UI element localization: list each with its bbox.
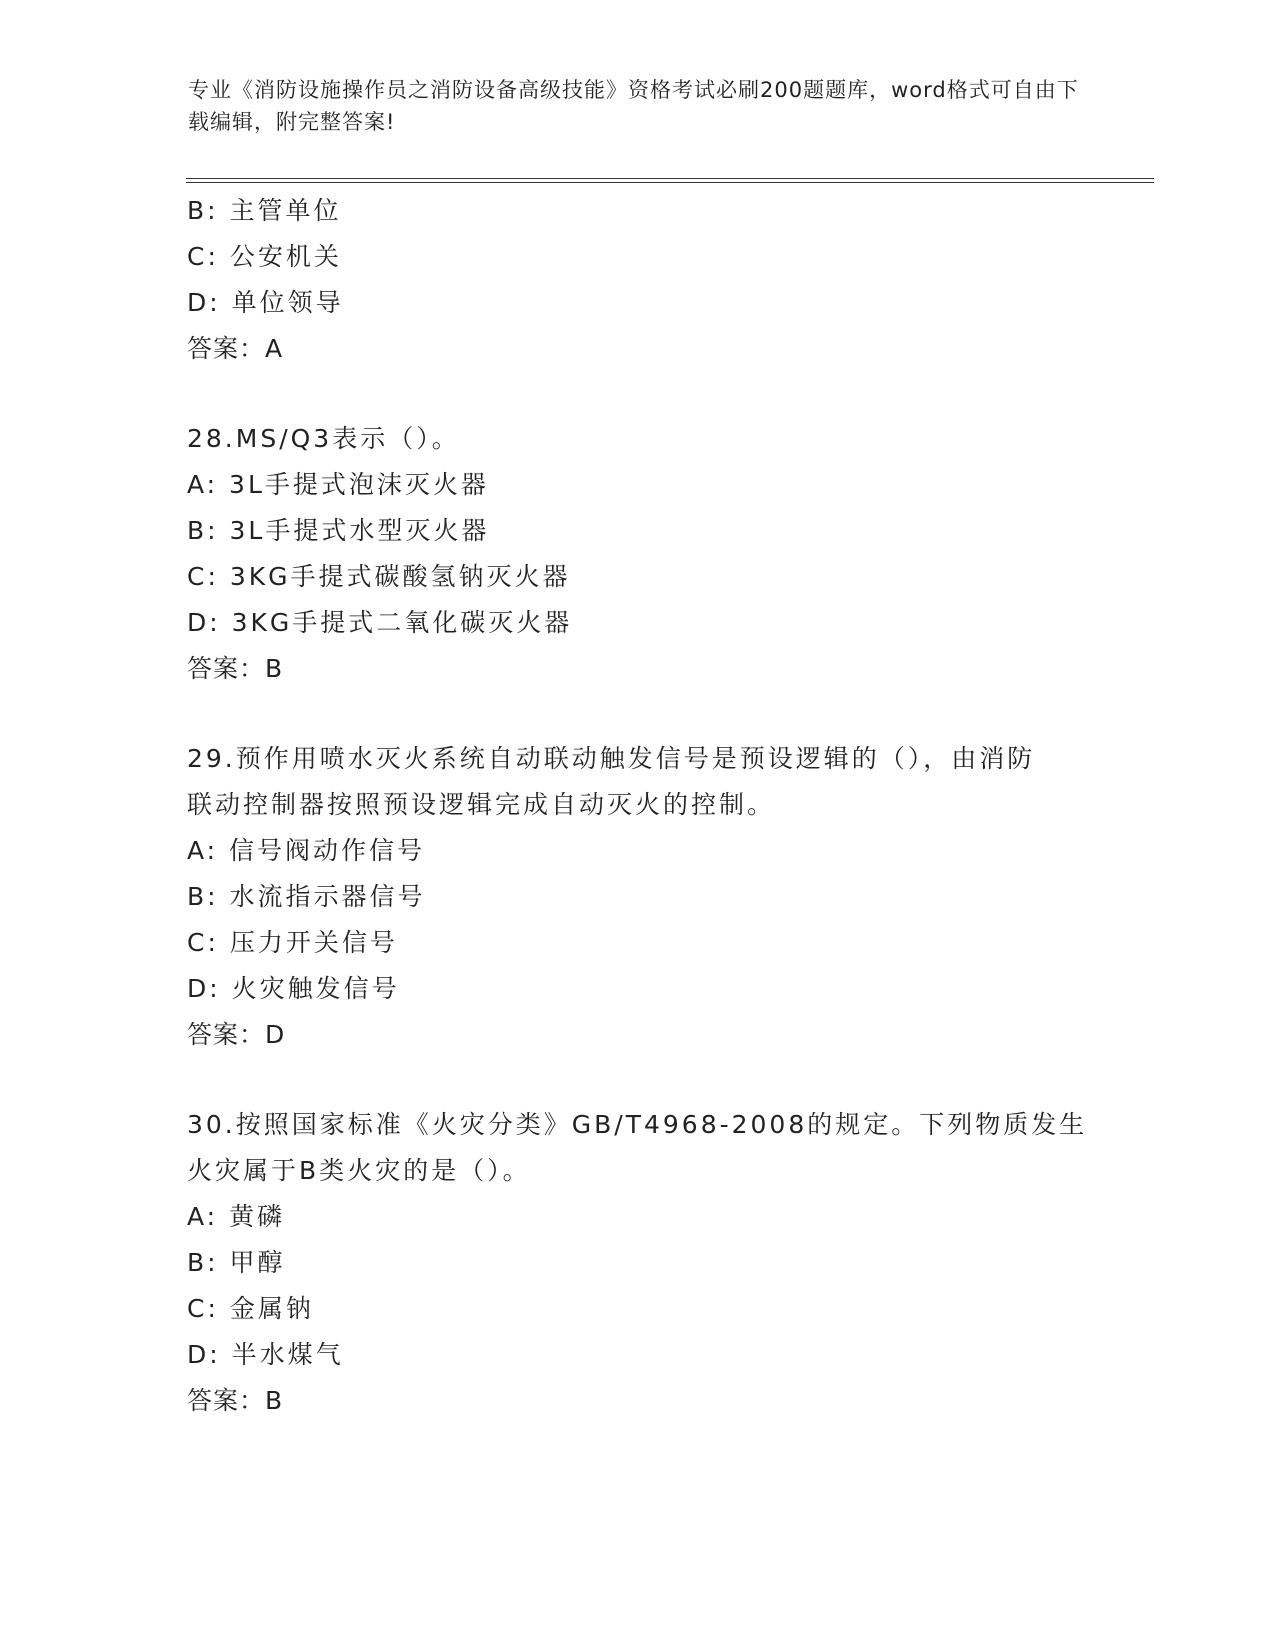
question-29	[187, 736, 1087, 1058]
option-a: A: 信号阀动作信号	[187, 836, 426, 865]
option-b: B: 甲醇	[187, 1248, 286, 1277]
question-list	[187, 188, 1087, 1424]
option-d: D: 3KG手提式二氧化碳灭火器	[187, 608, 573, 637]
question-27-continuation	[187, 188, 1087, 372]
answer: 答案：A	[187, 334, 284, 363]
question-text: 28.MS/Q3表示（）。	[187, 424, 460, 453]
option-d: D: 半水煤气	[187, 1340, 344, 1369]
option-d: D: 火灾触发信号	[187, 974, 400, 1003]
answer: 答案：B	[187, 1386, 284, 1415]
option-c: C: 金属钠	[187, 1294, 314, 1323]
header-divider-bottom	[186, 182, 1154, 183]
question-text-line-1: 29.预作用喷水灭火系统自动联动触发信号是预设逻辑的（），由消防	[187, 744, 1036, 773]
page-header: 专业《消防设施操作员之消防设备高级技能》资格考试必刷200题题库，word格式可自由下载编辑，附完整答案!	[188, 78, 1079, 134]
option-c: C: 3KG手提式碳酸氢钠灭火器	[187, 562, 571, 591]
answer: 答案：B	[187, 654, 284, 683]
question-text-line-2: 火灾属于B类火灾的是（）。	[187, 1156, 531, 1185]
option-b: B: 主管单位	[187, 196, 342, 225]
question-28	[187, 416, 1087, 692]
question-30	[187, 1102, 1087, 1424]
option-a: A: 3L手提式泡沫灭火器	[187, 470, 489, 499]
answer: 答案：D	[187, 1020, 286, 1049]
header-divider-top	[186, 178, 1154, 179]
question-text-line-1: 30.按照国家标准《火灾分类》GB/T4968-2008的规定。下列物质发生	[187, 1110, 1088, 1139]
option-b: B: 水流指示器信号	[187, 882, 426, 911]
option-a: A: 黄磷	[187, 1202, 286, 1231]
option-c: C: 公安机关	[187, 242, 342, 271]
option-d: D: 单位领导	[187, 288, 344, 317]
option-c: C: 压力开关信号	[187, 928, 398, 957]
question-text-line-2: 联动控制器按照预设逻辑完成自动灭火的控制。	[187, 790, 776, 819]
option-b: B: 3L手提式水型灭火器	[187, 516, 490, 545]
